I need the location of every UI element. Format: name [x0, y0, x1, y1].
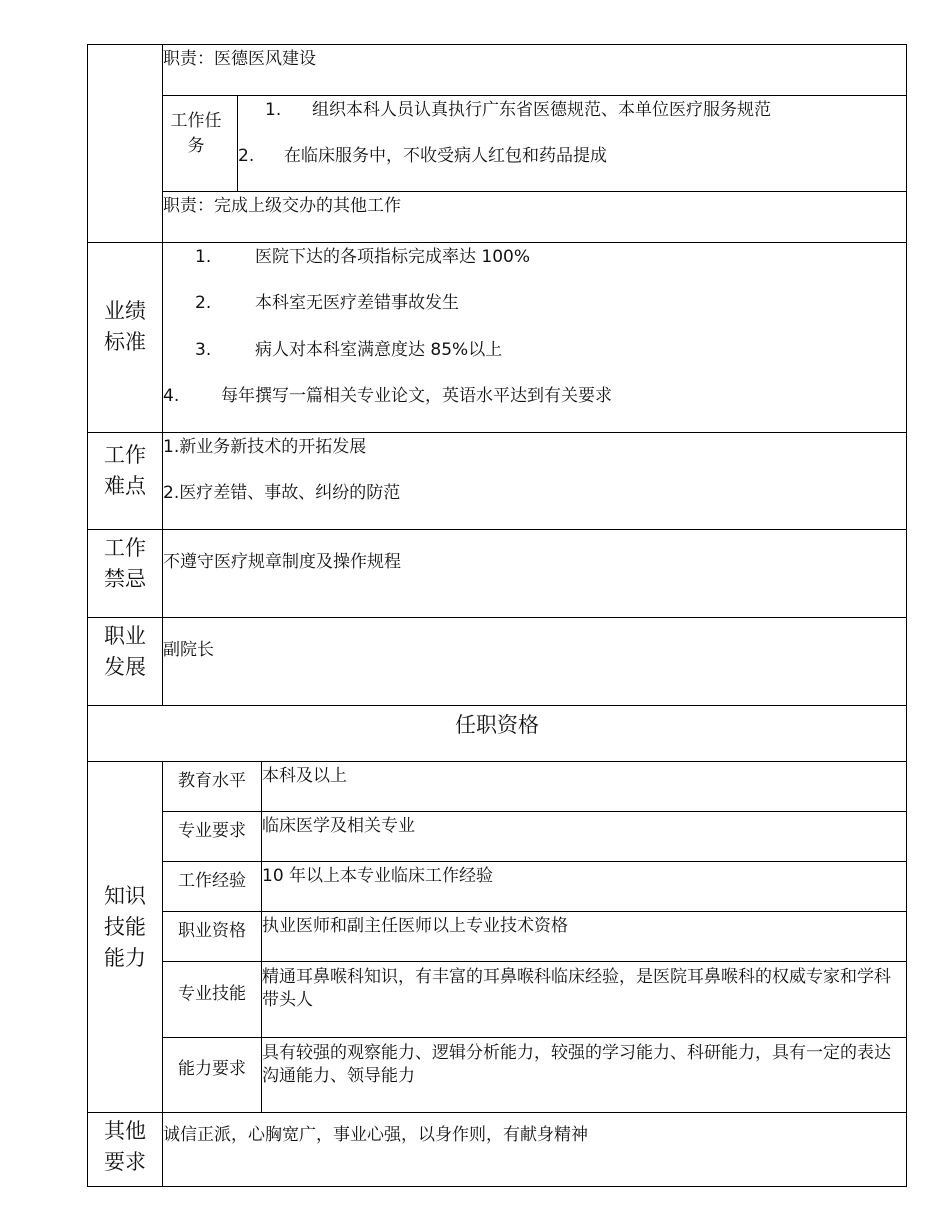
career-label: 职业发展 [104, 624, 146, 679]
row-divider [162, 911, 906, 912]
difficulty-item-1: 1.新业务新技术的开拓发展 [163, 437, 367, 457]
performance-label: 业绩标准 [104, 299, 146, 354]
row-divider [162, 811, 906, 812]
tasks-label: 工作任务 [170, 111, 222, 156]
knowledge-skills-label: 知识技能能力 [104, 884, 146, 970]
qualifications-title: 任职资格 [455, 713, 539, 737]
row-divider [88, 242, 906, 243]
qualification-value-experience: 10 年以上本专业临床工作经验 [262, 866, 494, 886]
performance-item-3-number: 3. [195, 340, 212, 360]
column-divider [237, 95, 238, 191]
qualification-name-certification: 职业资格 [178, 921, 246, 941]
other-requirements-label: 其他要求 [104, 1119, 146, 1174]
qualification-name-abilities: 能力要求 [178, 1059, 246, 1079]
performance-item-2-number: 2. [195, 293, 212, 313]
qualification-name-major: 专业要求 [178, 821, 246, 841]
row-divider [88, 705, 906, 706]
performance-item-4-text: 每年撰写一篇相关专业论文，英语水平达到有关要求 [221, 386, 612, 406]
career-text: 副院长 [163, 640, 214, 660]
row-divider [88, 617, 906, 618]
other-requirements-text: 诚信正派，心胸宽广，事业心强，以身作则，有献身精神 [163, 1125, 588, 1145]
row-divider [162, 191, 906, 192]
qualification-value-education: 本科及以上 [262, 766, 347, 786]
row-divider [88, 432, 906, 433]
row-divider [162, 1037, 906, 1038]
performance-item-2-text: 本科室无医疗差错事故发生 [255, 293, 459, 313]
task-1-text: 组织本科人员认真执行广东省医德规范、本单位医疗服务规范 [312, 100, 771, 120]
row-divider [162, 961, 906, 962]
task-1-number: 1. [265, 100, 282, 120]
difficulty-item-2: 2.医疗差错、事故、纠纷的防范 [163, 483, 401, 503]
qualification-name-skills: 专业技能 [178, 984, 246, 1004]
performance-item-1-number: 1. [195, 247, 212, 267]
duty-ethics: 职责：医德医风建设 [163, 49, 316, 69]
task-2-number: 2. [238, 146, 255, 166]
row-divider [88, 1112, 906, 1113]
qualification-value-major: 临床医学及相关专业 [262, 816, 415, 836]
row-divider [162, 95, 906, 96]
qualification-name-experience: 工作经验 [178, 871, 246, 891]
row-divider [88, 761, 906, 762]
qualification-value-certification: 执业医师和副主任医师以上专业技术资格 [262, 916, 568, 936]
qualification-value-skills: 精通耳鼻喉科知识，有丰富的耳鼻喉科临床经验，是医院耳鼻喉科的权威专家和学科带头人 [262, 967, 891, 1010]
performance-item-3-text: 病人对本科室满意度达 85%以上 [255, 340, 503, 360]
qualification-name-education: 教育水平 [178, 771, 246, 791]
qualification-value-abilities: 具有较强的观察能力、逻辑分析能力，较强的学习能力、科研能力，具有一定的表达沟通能力、领导能力 [262, 1043, 891, 1086]
taboo-label: 工作禁忌 [104, 536, 146, 591]
difficulties-label: 工作难点 [104, 443, 146, 498]
task-2-text: 在临床服务中，不收受病人红包和药品提成 [284, 146, 607, 166]
performance-item-4-number: 4. [163, 386, 180, 406]
row-divider [88, 529, 906, 530]
row-divider [162, 861, 906, 862]
duty-other: 职责：完成上级交办的其他工作 [163, 196, 401, 216]
column-divider [162, 44, 163, 705]
performance-item-1-text: 医院下达的各项指标完成率达 100% [255, 247, 531, 267]
taboo-text: 不遵守医疗规章制度及操作规程 [163, 552, 401, 572]
